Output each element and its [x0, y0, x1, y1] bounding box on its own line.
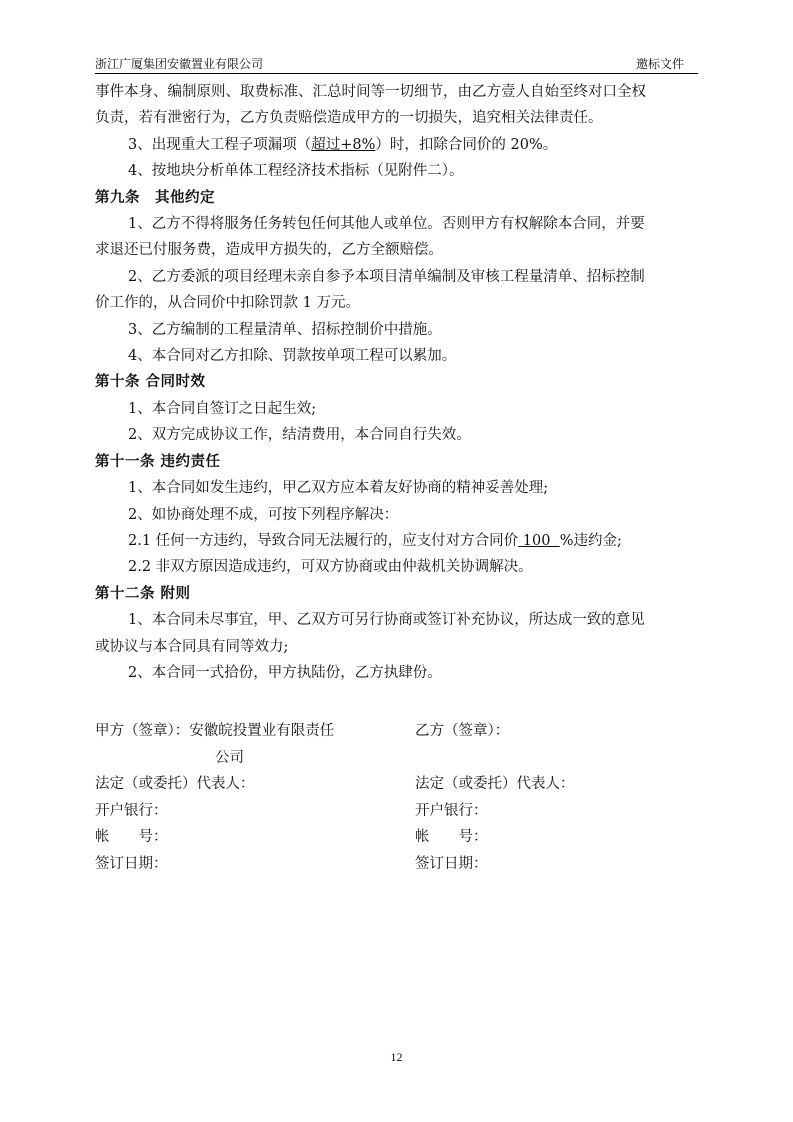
clause-item [95, 132, 700, 158]
party-b-representative-label: 法定（或委托）代表人： [415, 776, 575, 793]
paragraph-line: 求退还已付服务费，造成甲方损失的，乙方全额赔偿。 [95, 242, 443, 259]
party-a-representative-label: 法定（或委托）代表人： [95, 776, 255, 793]
clause-item: 2、乙方委派的项目经理未亲自参予本项目清单编制及审核工程量清单、招标控制 [128, 268, 645, 285]
article-11-heading: 第十一条 违约责任 [95, 453, 221, 470]
party-a-account-label: 帐 号： [95, 829, 168, 846]
party-b-seal-label: 乙方（签章）： [415, 723, 510, 739]
signature-block [95, 718, 700, 878]
header-doc-type: 邀标文件 [635, 57, 684, 71]
header-company: 浙江广厦集团安徽置业有限公司 [95, 57, 264, 71]
clause-item: 3、乙方编制的工程量清单、招标控制价中措施。 [128, 321, 442, 338]
party-b-bank-label: 开户银行： [415, 802, 488, 819]
clause-item: 4、本合同对乙方扣除、罚款按单项工程可以累加。 [128, 348, 457, 365]
article-12-heading: 第十二条 附则 [95, 585, 191, 602]
clause-item: 1、本合同未尽事宜，甲、乙双方可另行协商或签订补充协议，所达成一致的意见 [128, 612, 645, 629]
party-a-date-label: 签订日期： [95, 855, 168, 872]
page-number: 12 [390, 1050, 403, 1064]
clause-item: 1、本合同自签订之日起生效; [128, 400, 317, 417]
party-a-bank-label: 开户银行： [95, 802, 168, 819]
underlined-term: 超过+8% [311, 136, 376, 153]
paragraph-line: 事件本身、编制原则、取费标准、汇总时间等一切细节，由乙方壹人自始至终对口全权 [95, 84, 646, 100]
party-a-name-continuation: 公司 [215, 749, 244, 766]
clause-item: 2、如协商处理不成，可按下列程序解决： [128, 506, 399, 523]
clause-item: 4、按地块分析单体工程经济技术指标（见附件二）。 [128, 163, 464, 180]
clause-text: 3、出现重大工程子项漏项（ [128, 136, 312, 153]
clause-text: ）时，扣除合同价的 20%。 [375, 136, 558, 153]
party-a-seal-label: 甲方（签章）：安徽皖投置业有限责任 [95, 723, 335, 739]
clause-text: 2.1 任何一方违约，导致合同无法履行的，应支付对方合同价 [128, 532, 519, 549]
clause-text: %违约金; [559, 532, 622, 549]
paragraph-line: 或协议与本合同具有同等效力; [95, 638, 289, 655]
paragraph-line: 价工作的，从合同价中扣除罚款 1 万元。 [95, 295, 360, 312]
clause-item: 2.2 非双方原因造成违约，可双方协商或由仲裁机关协调解决。 [128, 559, 533, 576]
clause-item: 1、乙方不得将服务任务转包任何其他人或单位。否则甲方有权解除本合同，并要 [128, 216, 645, 233]
penalty-percentage: 100 [518, 532, 560, 549]
clause-item [95, 528, 700, 554]
paragraph-line: 负责，若有泄密行为，乙方负责赔偿造成甲方的一切损失，追究相关法律责任。 [95, 110, 603, 127]
clause-item: 2、双方完成协议工作，结清费用，本合同自行失效。 [128, 427, 471, 444]
clause-item: 1、本合同如发生违约，甲乙双方应本着友好协商的精神妥善处理; [128, 480, 549, 497]
party-b-account-label: 帐 号： [415, 829, 488, 846]
party-b-date-label: 签订日期： [415, 855, 488, 872]
page-header [95, 56, 698, 74]
clause-item: 2、本合同一式拾份，甲方执陆份，乙方执肆份。 [128, 664, 442, 681]
article-9-heading: 第九条 其他约定 [95, 189, 215, 206]
article-10-heading: 第十条 合同时效 [95, 374, 206, 391]
contract-body [95, 79, 700, 686]
